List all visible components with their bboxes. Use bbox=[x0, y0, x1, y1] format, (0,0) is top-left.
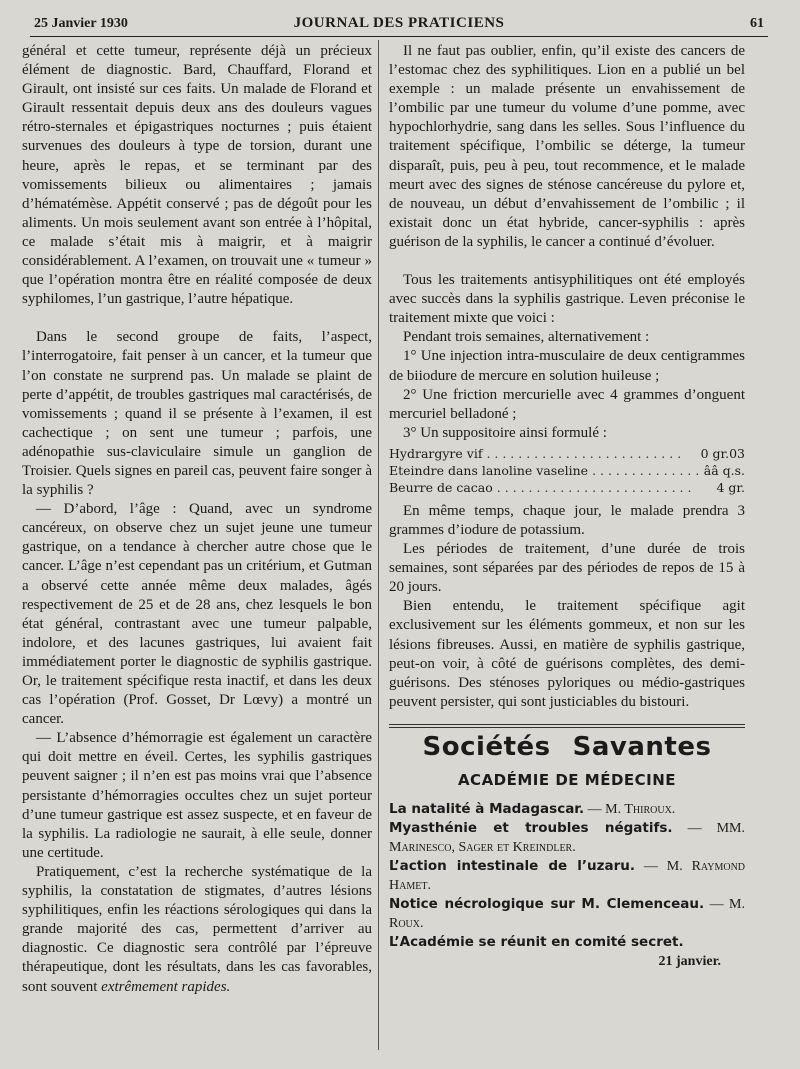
paragraph-text: Pratiquement, c’est la recherche systématique de la syphilis, la constatation de stigmates, d’autres lésions syphilitiques, enfin les réactions sérologiques qui dans la grande majorité des cas, permettent d’arriver au diagnostic. Ce diagnostic sera contrôlé par l’épreuve thérapeutique, dont les résultats, dans les cas favorables, sont souvent bbox=[22, 863, 372, 995]
paragraph: Pendant trois semaines, alternativement : bbox=[403, 329, 650, 346]
paragraph: 3° Un suppositoire ainsi formulé : bbox=[403, 424, 607, 441]
paragraph: 2° Une friction mercurielle avec 4 grammes d’onguent mercuriel belladoné ; bbox=[389, 386, 745, 422]
ingredient: Hydrargyre vif bbox=[389, 445, 483, 461]
prescription bbox=[389, 445, 745, 496]
session-date: 21 janvier. bbox=[658, 954, 721, 970]
news-item-title: Myasthénie et troubles négatifs. bbox=[389, 820, 673, 837]
news-item-author: — M. Roux. bbox=[389, 897, 745, 932]
dose: 0 gr.03 bbox=[700, 445, 745, 461]
page-number: 61 bbox=[750, 16, 764, 31]
paragraph: général et cette tumeur, représente déjà un précieux élément de diagnostic. Bard, Chauffard, Florand et Girault, ont insisté sur ces faits. Un malade de Florand et Girault ressentait depuis deux ans des douleurs vagues rétro-sternales et épigastriques nocturnes ; puis étaient survenues des douleurs à type de torsion, durant une heure, après le repas, et se terminant par des vomissements bilieux ou alimentaires ; jamais d’hématémèse. Appétit conservé ; pas de dégoût pour les aliments. Un mois seulement avant son entrée à l’hôpital, ce malade s’était mis à maigrir, et à maigrir considérablement. A l’examen, on trouvait une « tumeur » que l’opération montra être en réalité composée de deux syphilomes, l’un gastrique, l’autre hépatique. bbox=[22, 43, 372, 308]
paragraph: Dans le second groupe de faits, l’aspect, l’interrogatoire, fait penser à un cancer, et la tumeur que l’on constate ne surprend pas. Un malade se plaint de perte d’appétit, de troubles gastriques mal caractérisés, de vomissements ; quand il se présente à l’examen, il est cachectique ; on sent une tumeur ; parfois, une adénopathie sus-claviculaire simule un ganglion de Troisier. Quels signes en pareil cas, peuvent faire songer à la syphilis ? bbox=[22, 329, 372, 499]
paragraph: Bien entendu, le traitement spécifique agit exclusivement sur les éléments gommeux, et non sur les lésions fibreuses. Aussi, en matière de syphilis gastrique, peut-on voir, à côté de guérisons complètes, des demi-guérisons. Des sténoses pyloriques ou médio-gastriques peuvent persister, qui sont justiciables du bistouri. bbox=[389, 598, 745, 710]
news-item-author: — MM. Marinesco, Sager et Kreindler. bbox=[389, 821, 746, 856]
paragraph: En même temps, chaque jour, le malade prendra 3 grammes d’iodure de potassium. bbox=[389, 502, 745, 538]
news-item-title: L’Académie se réunit en comité secret. bbox=[389, 934, 684, 951]
left-column bbox=[22, 42, 372, 997]
page-header bbox=[30, 10, 768, 37]
paragraph: Il ne faut pas oublier, enfin, qu’il existe des cancers de l’estomac chez des syphilitiques. Lion en a publié un bel exemple : un malade présente un envahissement de l’ombilic par une tumeur du volume d’une pomme, avec hypochlorhydrie, sang dans les selles. Sous l’influence du traitement spécifique, l’ombilic se déterge, la tumeur disparaît, puis, peu à peu, tout recommence, et le malade meurt avec des signes de sténose cancéreuse du pylore et, de nouveau, un début d’envahissement de l’ombilic ; il existait donc un état hybride, cancer-syphilis : après guérison de la syphilis, le cancer a continué d’évoluer. bbox=[389, 43, 745, 250]
news-item-author: — M. Raymond Hamet. bbox=[389, 859, 746, 894]
news-item-title: L’action intestinale de l’uzaru. bbox=[389, 858, 635, 875]
ingredient: Beurre de cacao bbox=[389, 479, 493, 495]
column-divider bbox=[378, 40, 379, 1050]
paragraph: Les périodes de traitement, d’une durée de trois semaines, sont séparées par des périodes de repos de 15 à 20 jours. bbox=[389, 541, 745, 596]
news-item bbox=[389, 857, 745, 895]
section-divider bbox=[389, 724, 745, 728]
news-item-title: La natalité à Madagascar. bbox=[389, 801, 585, 818]
emphasis-text: extrêmement rapides. bbox=[101, 978, 231, 995]
ingredient: Eteindre dans lanoline vaseline bbox=[389, 462, 589, 478]
dose: ââ q.s. bbox=[703, 462, 745, 478]
news-item bbox=[389, 800, 745, 819]
paragraph: — D’abord, l’âge : Quand, avec un syndrome cancéreux, on observe chez un sujet jeune une tumeur gastrique, on a tendance à chercher autre chose que le cancer. L’âge n’est cependant pas un critérium, et Gutman a observé cette année même deux malades, âgés respectivement de 25 et de 28 ans, chez lesquels le bon état général, contrastant avec une tumeur palpable, indolore, et des lacunes gastriques, lui avaient fait immédiatement porter le diagnostic de syphilis gastrique. Or, le traitement spécifique resta inactif, et dans les deux cas l’opération (Prof. Gosset, Dr Lœvy) a montré un cancer. bbox=[22, 501, 372, 728]
section-title: Sociétés Savantes bbox=[422, 731, 712, 762]
news-item-title: Notice nécrologique sur M. Clemenceau. bbox=[389, 896, 705, 913]
header-date: 25 Janvier 1930 bbox=[34, 16, 128, 31]
dose: 4 gr. bbox=[716, 479, 745, 495]
news-item bbox=[389, 933, 745, 952]
prescription-row: Hydrargyre vif . . . . . . . . . . . . . . . . . . . . . . . . . 0 gr.03 bbox=[389, 445, 745, 461]
paragraph bbox=[22, 863, 372, 997]
news-item bbox=[389, 895, 745, 933]
paragraph: — L’absence d’hémorragie est également un caractère qui doit mettre en éveil. Certes, les syphilis gastriques peuvent saigner ; il n’en est pas moins vrai que l’absence persistante d’hémorragies occultes chez un sujet porteur d’une tumeur gastrique est assez suspecte, et en faveur de la syphilis. La radiologie ne saurait, à elle seule, donner une certitude. bbox=[22, 730, 372, 861]
academy-heading: ACADÉMIE DE MÉDECINE bbox=[457, 771, 677, 789]
news-item-author: — M. Thiroux. bbox=[587, 802, 676, 818]
paragraph: 1° Une injection intra-musculaire de deux centigrammes de biiodure de mercure en solution huileuse ; bbox=[389, 348, 745, 384]
paragraph: Tous les traitements antisyphilitiques ont été employés avec succès dans la syphilis gastrique. Leven préconise le traitement mixte que voici : bbox=[389, 272, 745, 327]
prescription-row: Eteindre dans lanoline vaseline . . . . . . . . . . . . . . ââ q.s. bbox=[389, 462, 745, 478]
journal-title: JOURNAL DES PRATICIENS bbox=[293, 15, 505, 31]
news-item bbox=[389, 819, 745, 857]
right-column bbox=[389, 42, 745, 971]
prescription-row: Beurre de cacao . . . . . . . . . . . . . . . . . . . . . . . . . 4 gr. bbox=[389, 479, 745, 495]
